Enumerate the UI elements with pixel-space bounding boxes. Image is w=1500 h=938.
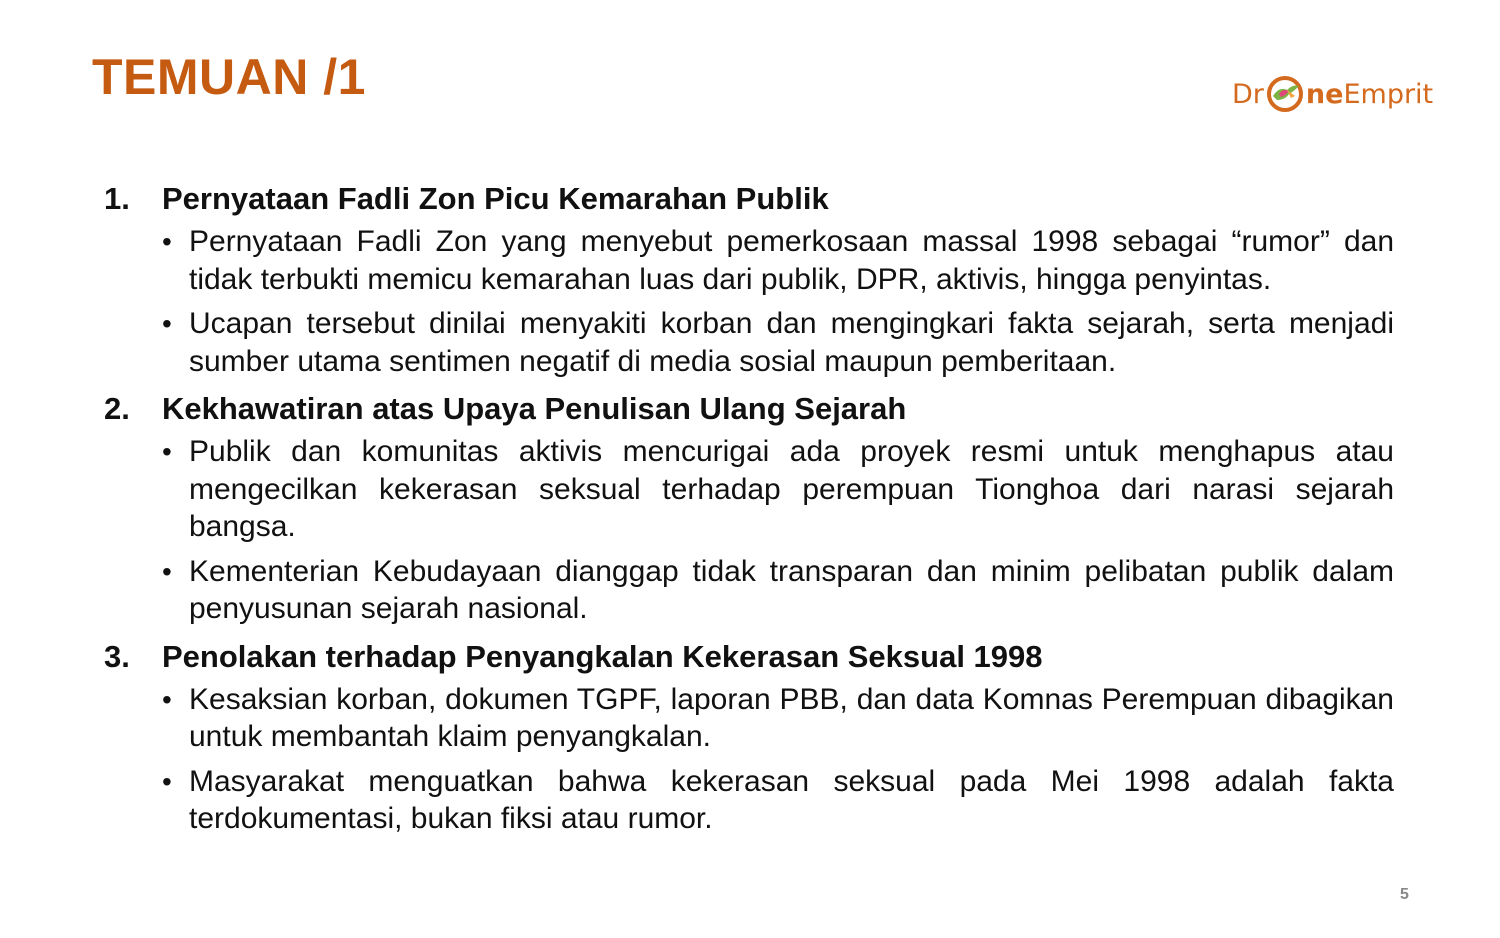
finding-2 xyxy=(104,390,1394,628)
finding-title: Kekhawatiran atas Upaya Penulisan Ulang Sejarah xyxy=(162,391,907,426)
finding-heading xyxy=(104,638,1394,676)
finding-3 xyxy=(104,638,1394,838)
bullet-icon: • xyxy=(162,436,172,467)
bullet-icon: • xyxy=(162,683,172,715)
bullet-text: Pernyataan Fadli Zon yang menyebut pemerkosaan massal 1998 sebagai “rumor” dan tidak terbukti memicu kemarahan luas dari publik, DPR, aktivis, hingga penyintas. xyxy=(189,225,1394,296)
list-item xyxy=(162,681,1394,756)
finding-title: Pernyataan Fadli Zon Picu Kemarahan Publik xyxy=(162,181,829,216)
list-item xyxy=(162,305,1394,380)
finding-heading xyxy=(104,390,1394,428)
bullet-icon: • xyxy=(162,226,172,257)
bullet-list xyxy=(104,681,1394,838)
drone-bird-icon xyxy=(1265,74,1305,114)
bullet-text: Kementerian Kebudayaan dianggap tidak transparan dan minim pelibatan publik dalam penyusunan sejarah nasional. xyxy=(189,554,1394,625)
bullet-text: Ucapan tersebut dinilai menyakiti korban dan mengingkari fakta sejarah, serta menjadi sumber utama sentimen negatif di media sosial maupun pemberitaan. xyxy=(189,307,1394,378)
bullet-text: Masyarakat menguatkan bahwa kekerasan seksual pada Mei 1998 adalah fakta terdokumentasi, bukan fiksi atau rumor. xyxy=(189,764,1394,835)
list-item xyxy=(162,223,1394,298)
finding-number: 1. xyxy=(104,181,130,216)
logo-text-ne: ne xyxy=(1305,78,1344,110)
finding-number: 3. xyxy=(104,638,130,674)
bullet-list xyxy=(104,223,1394,380)
finding-title: Penolakan terhadap Penyangkalan Kekerasan Seksual 1998 xyxy=(162,638,1043,674)
logo-text-dr: Dr xyxy=(1232,78,1264,110)
list-item xyxy=(162,433,1394,546)
finding-1 xyxy=(104,180,1394,380)
page-number: 5 xyxy=(1400,886,1409,903)
findings-list xyxy=(104,180,1394,848)
list-item xyxy=(162,763,1394,838)
slide-title: TEMUAN /1 xyxy=(92,49,366,105)
logo-text-emprit: Emprit xyxy=(1343,78,1434,110)
drone-emprit-logo xyxy=(1232,66,1442,122)
bullet-icon: • xyxy=(162,555,172,587)
bullet-text: Publik dan komunitas aktivis mencurigai ada proyek resmi untuk menghapus atau mengecilkan kekerasan seksual terhadap perempuan Tionghoa dari narasi sejarah bangsa. xyxy=(189,435,1394,543)
finding-number: 2. xyxy=(104,391,130,426)
list-item xyxy=(162,553,1394,628)
bullet-icon: • xyxy=(162,765,172,797)
bullet-list xyxy=(104,433,1394,628)
bullet-text: Kesaksian korban, dokumen TGPF, laporan PBB, dan data Komnas Perempuan dibagikan untuk membantah klaim penyangkalan. xyxy=(189,682,1394,753)
bullet-icon: • xyxy=(162,308,172,339)
finding-heading xyxy=(104,180,1394,218)
